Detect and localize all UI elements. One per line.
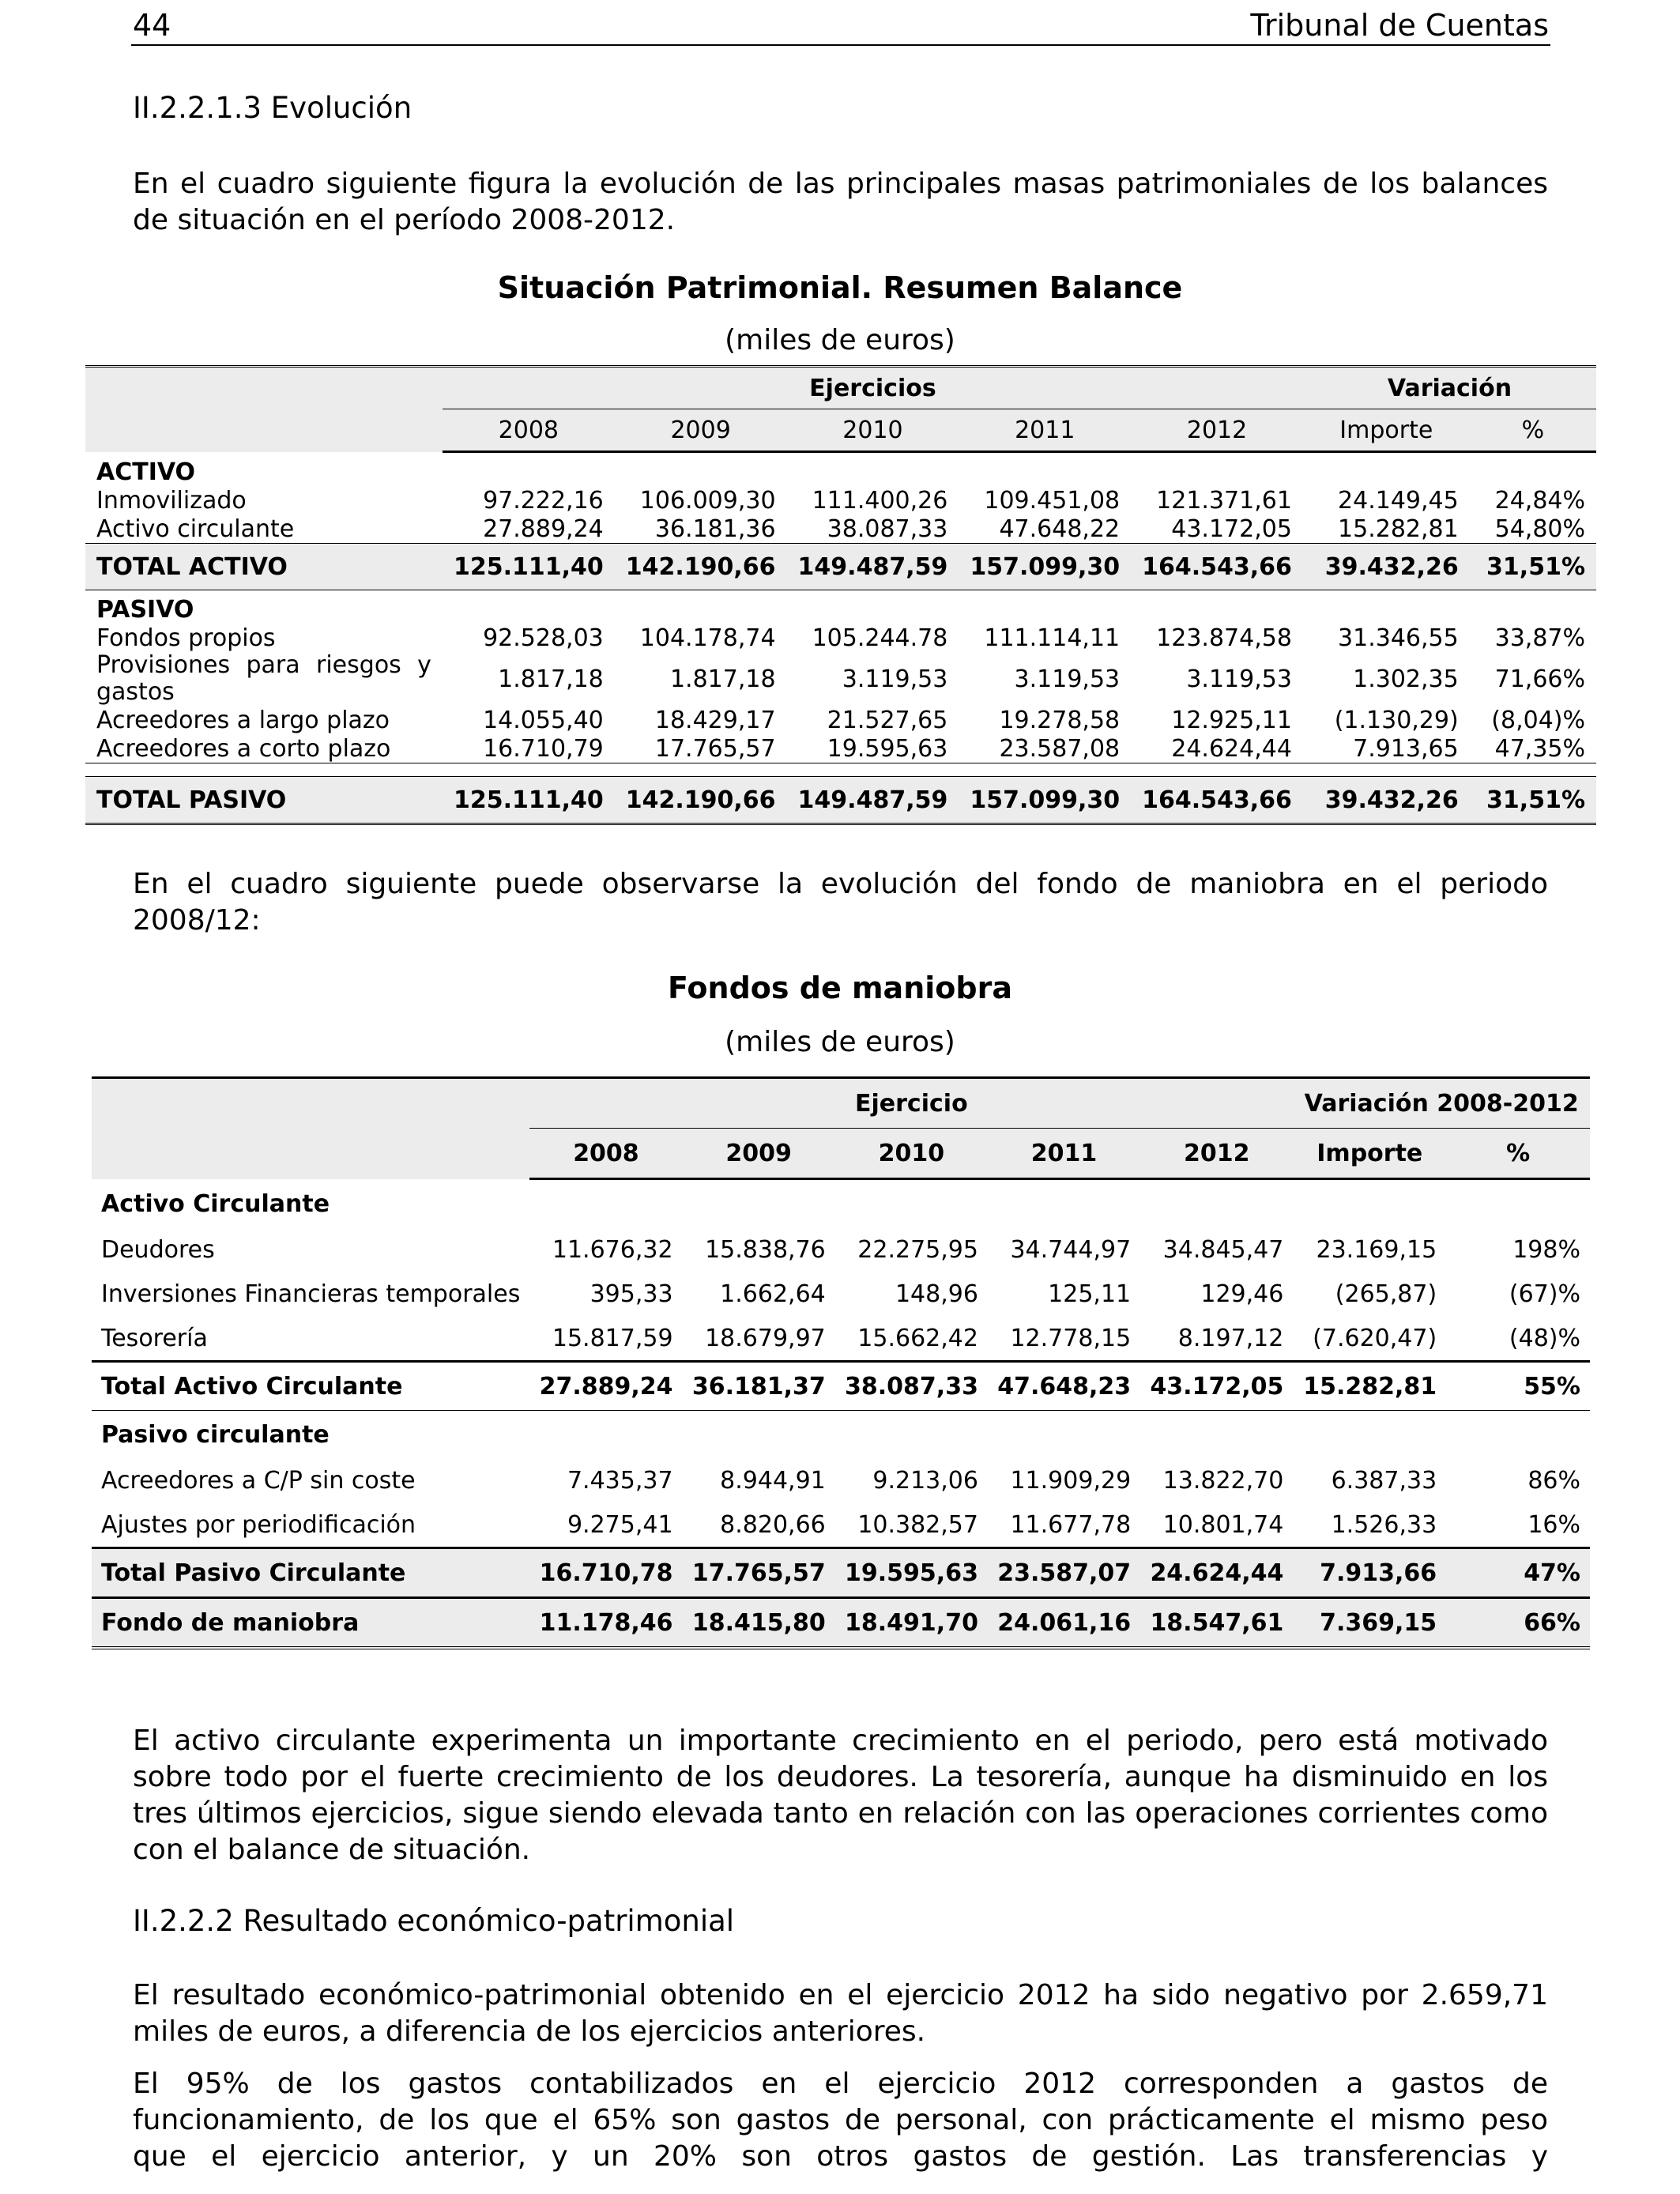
paragraph-evolucion: En el cuadro siguiente figura la evolución de las principales masas patrimoniales de los balances de situación en el período 2008-2012.: [133, 168, 1548, 236]
cell: 198%: [1512, 1235, 1580, 1264]
cell: 23.587,07: [988, 1548, 1140, 1598]
paragraph-gastos-line3: que el ejercicio anterior, y un 20% son otros gastos de gestión. Las transferencias y: [133, 2140, 1548, 2173]
cell: 8.944,91: [720, 1466, 826, 1495]
cell: 17.765,57: [615, 734, 787, 763]
cell: (67)%: [1509, 1280, 1580, 1308]
row-label: Total Pasivo Circulante: [92, 1548, 529, 1598]
cell: 149.487,59: [787, 777, 959, 824]
cell: 3.119,53: [1014, 665, 1121, 693]
cell: 12.778,15: [1010, 1324, 1132, 1352]
cell: 24,84%: [1494, 486, 1585, 515]
cell: 123.874,58: [1156, 624, 1292, 652]
table1-col-2010: 2010: [787, 409, 959, 452]
cell: 19.595,63: [787, 734, 959, 763]
cell: 16%: [1527, 1510, 1580, 1539]
table-row: [85, 652, 1596, 706]
cell: 14.055,40: [483, 706, 604, 734]
cell: 39.432,26: [1303, 544, 1470, 590]
row-label: Tesorería: [101, 1324, 208, 1352]
cell: 7.913,65: [1303, 734, 1470, 763]
cell: 24.061,16: [988, 1598, 1140, 1649]
cell: 24.624,44: [1131, 734, 1303, 763]
row-label: TOTAL PASIVO: [85, 777, 443, 824]
cell: 157.099,30: [959, 777, 1131, 824]
cell: 31,51%: [1470, 777, 1596, 824]
header-title: Tribunal de Cuentas: [1250, 8, 1549, 43]
cell: 3.119,53: [1186, 665, 1292, 693]
table-row: [92, 1502, 1590, 1548]
table1-group-ejercicios: Ejercicios: [443, 367, 1303, 409]
cell: 39.432,26: [1303, 777, 1470, 824]
paragraph-gastos-line2: funcionamiento, de los que el 65% son gastos de personal, con prácticamente el mismo peso: [133, 2104, 1548, 2136]
table-row-total-pasivo: [85, 777, 1596, 824]
table2-header-blank: [92, 1078, 529, 1179]
table-row: [85, 734, 1596, 763]
cell: 22.275,95: [857, 1235, 978, 1264]
cell: 33,87%: [1494, 624, 1585, 652]
cell: 8.820,66: [720, 1510, 826, 1539]
table-row: [92, 1316, 1590, 1362]
table2-pasivo-label: Pasivo circulante: [101, 1420, 330, 1449]
table1-header-blank: [85, 367, 443, 452]
cell: 149.487,59: [787, 544, 959, 590]
cell: 9.213,06: [872, 1466, 978, 1495]
table-row-total-pasivo-circulante: [92, 1548, 1590, 1598]
cell: 8.197,12: [1177, 1324, 1284, 1352]
row-label: Total Activo Circulante: [92, 1362, 529, 1411]
cell: 19.595,63: [835, 1548, 988, 1598]
table-row: [92, 1227, 1590, 1272]
cell: 164.543,66: [1131, 544, 1303, 590]
cell: 6.387,33: [1331, 1466, 1437, 1495]
table2-activo-label: Activo Circulante: [101, 1189, 330, 1218]
cell: 1.817,18: [498, 665, 604, 693]
cell: 157.099,30: [959, 544, 1131, 590]
cell: 16.710,78: [529, 1548, 682, 1598]
cell: 16.710,79: [443, 734, 615, 763]
table-row: [92, 1272, 1590, 1316]
cell: 18.491,70: [835, 1598, 988, 1649]
table2-group-ejercicio: Ejercicio: [529, 1078, 1293, 1129]
cell: 47.648,22: [959, 515, 1131, 544]
row-label: Activo circulante: [85, 515, 443, 544]
cell: 10.382,57: [857, 1510, 978, 1539]
cell: 19.278,58: [999, 706, 1121, 734]
row-label: Deudores: [101, 1235, 215, 1264]
cell: 34.845,47: [1162, 1235, 1284, 1264]
table2-subtitle: (miles de euros): [725, 1026, 955, 1058]
row-label-line1: Provisiones para riesgos y: [96, 651, 431, 679]
cell: 24.624,44: [1140, 1548, 1293, 1598]
table-row: [85, 515, 1596, 544]
cell: 148,96: [895, 1280, 978, 1308]
balance-summary-table: [85, 365, 1596, 825]
cell: 11.677,78: [1010, 1510, 1132, 1539]
cell: 10.801,74: [1162, 1510, 1284, 1539]
cell: 395,33: [590, 1280, 673, 1308]
section-title-evolucion: II.2.2.1.3 Evolución: [133, 91, 412, 125]
cell: 31.346,55: [1338, 624, 1459, 652]
cell: 7.913,66: [1293, 1548, 1446, 1598]
cell: 7.369,15: [1293, 1598, 1446, 1649]
cell: 104.178,74: [639, 624, 776, 652]
fondo-maniobra-table: [92, 1076, 1590, 1649]
cell: 1.302,35: [1353, 665, 1459, 693]
cell: 142.190,66: [615, 777, 787, 824]
cell: 11.909,29: [1010, 1466, 1132, 1495]
table1-col-2011: 2011: [959, 409, 1131, 452]
cell: 92.528,03: [483, 624, 604, 652]
cell: 129,46: [1200, 1280, 1284, 1308]
cell: 121.371,61: [1156, 486, 1292, 515]
cell: 43.172,05: [1140, 1362, 1293, 1411]
cell: 11.178,46: [529, 1598, 682, 1649]
cell: 15.817,59: [552, 1324, 673, 1352]
table1-pasivo-label: PASIVO: [96, 595, 194, 624]
row-label: Fondo de maniobra: [92, 1598, 529, 1649]
cell: 111.400,26: [812, 486, 948, 515]
cell: 18.415,80: [683, 1598, 835, 1649]
cell: 15.838,76: [705, 1235, 826, 1264]
cell: 31,51%: [1470, 544, 1596, 590]
cell: 106.009,30: [639, 486, 776, 515]
cell: (8,04)%: [1491, 706, 1585, 734]
spacer: [85, 763, 1596, 777]
cell: 71,66%: [1494, 665, 1585, 693]
header-rule: [131, 44, 1550, 46]
table2-col-2010: 2010: [835, 1129, 988, 1179]
cell: 142.190,66: [615, 544, 787, 590]
table2-col-2008: 2008: [529, 1129, 682, 1179]
cell: 27.889,24: [529, 1362, 682, 1411]
cell: 38.087,33: [787, 515, 959, 544]
cell: 23.587,08: [959, 734, 1131, 763]
cell: 125,11: [1048, 1280, 1132, 1308]
cell: (7.620,47): [1313, 1324, 1437, 1352]
table-row-fondo-maniobra: [92, 1598, 1590, 1649]
row-label: Inversiones Financieras temporales: [101, 1280, 521, 1308]
table1-group-variacion: Variación: [1303, 367, 1596, 409]
row-label: Acreedores a largo plazo: [96, 706, 390, 734]
paragraph-fondo-line1: En el cuadro siguiente puede observarse la evolución del fondo de maniobra en el periodo 2008/12:: [133, 868, 1548, 937]
table2-col-2012: 2012: [1140, 1129, 1293, 1179]
table1-col-2012: 2012: [1131, 409, 1303, 452]
paragraph-gastos-line1: El 95% de los gastos contabilizados en el ejercicio 2012 corresponden a gastos de: [133, 2068, 1548, 2100]
cell: 21.527,65: [827, 706, 948, 734]
cell: (265,87): [1335, 1280, 1437, 1308]
table2-col-2009: 2009: [683, 1129, 835, 1179]
table-row: [92, 1458, 1590, 1502]
cell: 15.282,81: [1293, 1362, 1446, 1411]
table-row: [85, 706, 1596, 734]
section-title-resultado: II.2.2.2 Resultado económico-patrimonial: [133, 1904, 735, 1938]
cell: 11.676,32: [552, 1235, 673, 1264]
table1-col-2008: 2008: [443, 409, 615, 452]
row-label: Acreedores a corto plazo: [85, 734, 443, 763]
cell: 18.679,97: [705, 1324, 826, 1352]
cell: 47,35%: [1470, 734, 1596, 763]
table-row: [85, 486, 1596, 515]
table2-col-2011: 2011: [988, 1129, 1140, 1179]
cell: 1.662,64: [720, 1280, 826, 1308]
table1-title: Situación Patrimonial. Resumen Balance: [497, 270, 1183, 305]
cell: 17.765,57: [683, 1548, 835, 1598]
cell: 18.547,61: [1140, 1598, 1293, 1649]
cell: 15.662,42: [857, 1324, 978, 1352]
cell: 1.526,33: [1331, 1510, 1437, 1539]
cell: 66%: [1446, 1598, 1590, 1649]
cell: 27.889,24: [443, 515, 615, 544]
cell: 15.282,81: [1303, 515, 1470, 544]
cell: 164.543,66: [1131, 777, 1303, 824]
cell: 38.087,33: [835, 1362, 988, 1411]
cell: 109.451,08: [984, 486, 1121, 515]
cell: 111.114,11: [984, 624, 1121, 652]
cell: 86%: [1527, 1466, 1580, 1495]
cell: 12.925,11: [1171, 706, 1292, 734]
cell: 7.435,37: [567, 1466, 673, 1495]
cell: 34.744,97: [1010, 1235, 1132, 1264]
cell: 9.275,41: [567, 1510, 673, 1539]
table1-col-pct: %: [1470, 409, 1596, 452]
cell: 55%: [1446, 1362, 1590, 1411]
cell: 24.149,45: [1338, 486, 1459, 515]
row-label: Ajustes por periodificación: [101, 1510, 416, 1539]
table-row-total-activo: [85, 544, 1596, 590]
row-label: TOTAL ACTIVO: [85, 544, 443, 590]
row-label: Acreedores a C/P sin coste: [101, 1466, 416, 1495]
table1-subtitle: (miles de euros): [725, 324, 955, 356]
table2-col-importe: Importe: [1293, 1129, 1446, 1179]
paragraph-activo-circulante: El activo circulante experimenta un importante crecimiento en el periodo, pero está motivado sobre todo por el fuerte crecimiento de los deudores. La tesorería, aunque ha disminuido en los tres últimos ejercicios, sigue siendo elevada tanto en relación con las operaciones corrientes como con el balance de situación.: [133, 1725, 1548, 1866]
table2-title: Fondos de maniobra: [668, 971, 1012, 1005]
row-label-line2: gastos: [96, 678, 175, 706]
cell: 3.119,53: [842, 665, 948, 693]
cell: 13.822,70: [1162, 1466, 1284, 1495]
table2-col-pct: %: [1446, 1129, 1590, 1179]
cell: 105.244.78: [812, 624, 948, 652]
table2-group-variacion: Variación 2008-2012: [1293, 1078, 1590, 1129]
cell: 125.111,40: [443, 777, 615, 824]
cell: 54,80%: [1470, 515, 1596, 544]
paragraph-resultado: El resultado económico-patrimonial obtenido en el ejercicio 2012 ha sido negativo por 2.659,71 miles de euros, a diferencia de los ejercicios anteriores.: [133, 1979, 1548, 2048]
cell: 18.429,17: [654, 706, 776, 734]
cell: (48)%: [1509, 1324, 1580, 1352]
cell: (1.130,29): [1334, 706, 1459, 734]
table-row: [85, 624, 1596, 652]
cell: 1.817,18: [669, 665, 776, 693]
cell: 36.181,36: [615, 515, 787, 544]
page-number: 44: [133, 8, 171, 43]
cell: 23.169,15: [1316, 1235, 1437, 1264]
cell: 97.222,16: [483, 486, 604, 515]
cell: 47.648,23: [988, 1362, 1140, 1411]
cell: 36.181,37: [683, 1362, 835, 1411]
cell: 43.172,05: [1131, 515, 1303, 544]
row-label: Inmovilizado: [96, 486, 247, 515]
table-row-total-activo-circulante: [92, 1362, 1590, 1411]
table1-col-importe: Importe: [1303, 409, 1470, 452]
table1-col-2009: 2009: [615, 409, 787, 452]
row-label: Fondos propios: [96, 624, 276, 652]
cell: 125.111,40: [443, 544, 615, 590]
table1-activo-label: ACTIVO: [96, 458, 196, 486]
cell: 47%: [1446, 1548, 1590, 1598]
row-label: [85, 652, 443, 706]
